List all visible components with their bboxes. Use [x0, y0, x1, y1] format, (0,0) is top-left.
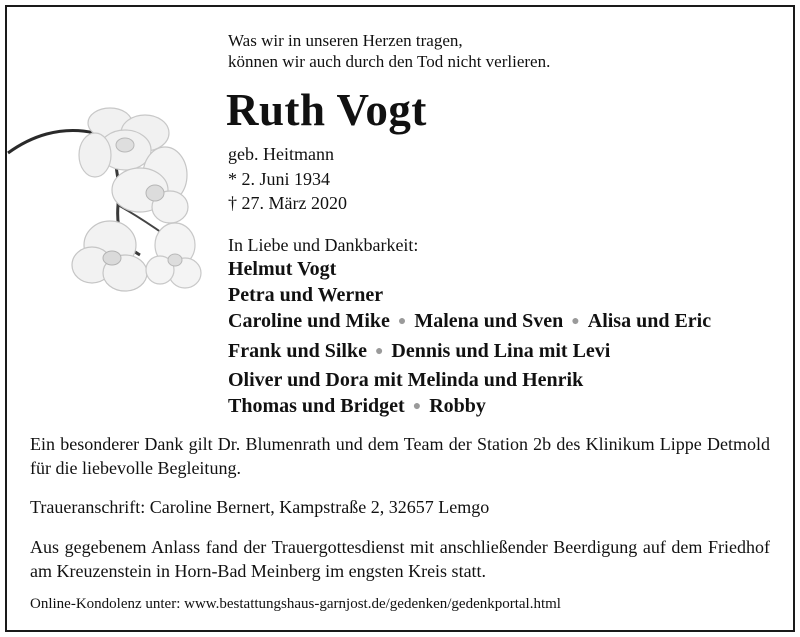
family-member: Helmut Vogt [228, 258, 337, 280]
family-member: Dennis und Lina mit Levi [391, 339, 611, 362]
family-line [228, 282, 711, 308]
family-line [228, 338, 711, 367]
family-member: Alisa und Eric [587, 310, 712, 333]
quote-line: Was wir in unseren Herzen tragen, [228, 31, 463, 50]
family-line [228, 308, 711, 337]
family-member: Robby [429, 395, 486, 418]
family-line [228, 367, 711, 393]
deceased-name: Ruth Vogt [226, 85, 427, 135]
mourning-address: Traueranschrift: Caroline Bernert, Kampstraße 2, 32657 Lemgo [30, 497, 490, 517]
birth-name: geb. Heitmann [228, 144, 334, 164]
deceased-details [228, 142, 347, 216]
thanks-paragraph: Ein besonderer Dank gilt Dr. Blumenrath und dem Team der Station 2b des Klinikum Lippe Detmold für die liebevolle Begleitung. [30, 434, 770, 478]
bullet-separator: ● [397, 314, 407, 330]
service-paragraph: Aus gegebenem Anlass fand der Trauergottesdienst mit anschließender Beerdigung auf dem Friedhof am Kreuzenstein in Horn-Bad Meinberg im engsten Kreis statt. [30, 537, 770, 581]
online-condolence: Online-Kondolenz unter: www.bestattungshaus-garnjost.de/gedenken/gedenkportal.html [30, 596, 561, 612]
birth-date: * 2. Juni 1934 [228, 168, 331, 189]
bullet-separator: ● [374, 343, 384, 359]
family-member: Caroline und Mike [228, 310, 390, 333]
bullet-separator: ● [412, 399, 422, 415]
family-line [228, 256, 711, 282]
family-lines [228, 256, 711, 422]
quote [228, 30, 550, 72]
death-date: † 27. März 2020 [228, 193, 347, 213]
family-line [228, 393, 711, 422]
bullet-separator: ● [571, 314, 580, 330]
family-member: Oliver und Dora mit Melinda und Henrik [228, 368, 584, 391]
family-member: Malena und Sven [414, 310, 564, 333]
family-list [228, 234, 711, 422]
family-member: Frank und Silke [228, 339, 367, 362]
family-intro: In Liebe und Dankbarkeit: [228, 235, 419, 255]
family-member: Thomas und Bridget [228, 395, 405, 418]
orchid-image [0, 95, 215, 300]
quote-line: können wir auch durch den Tod nicht verlieren. [228, 52, 551, 71]
family-member: Petra und Werner [228, 284, 384, 307]
